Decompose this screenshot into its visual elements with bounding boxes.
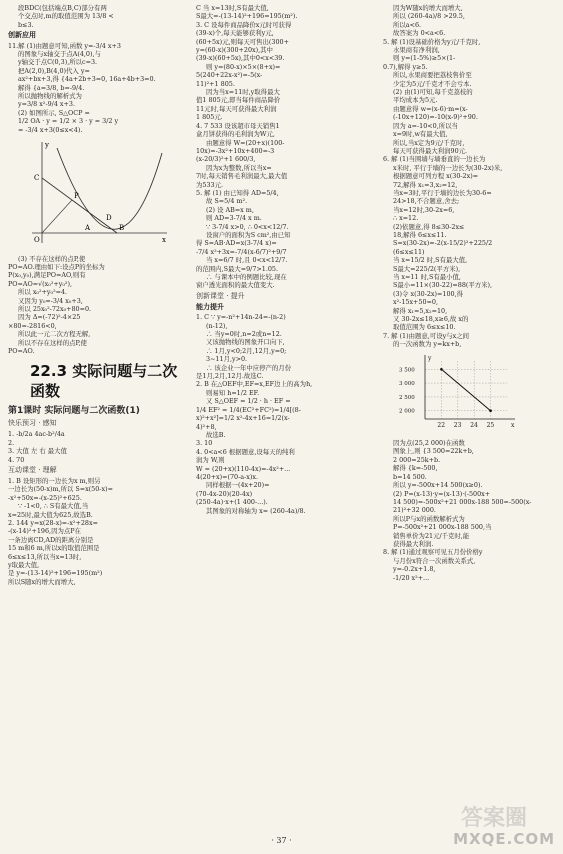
text-line: 盒月饼获得的毛利润为W元, bbox=[196, 130, 275, 139]
label-b: B bbox=[119, 224, 125, 233]
text-line: -1/20 x²+... bbox=[393, 573, 430, 582]
subsection-label: 创新课堂 · 提升 bbox=[196, 291, 245, 300]
text-line: (70-4x-20)(20-4x) bbox=[196, 489, 253, 498]
price-chart bbox=[397, 353, 517, 433]
text-line: 为533元. bbox=[196, 180, 224, 189]
label-y: y bbox=[45, 141, 49, 150]
text-line: 取值范围为 6≤x≤10. bbox=[393, 323, 456, 332]
lesson-title: 第1课时 实际问题与二次函数(1) bbox=[8, 406, 140, 417]
text-line: 解得 {k=-500, bbox=[393, 464, 438, 473]
x-tick-label: 24 bbox=[470, 421, 478, 429]
text-line: 24>18,不合题意,舍去; bbox=[393, 197, 460, 206]
text-line: 7. 解 (1)由题意,可设y与x之间 bbox=[383, 331, 469, 340]
text-line: 又因为 y₀=-3/4 x₀+3, bbox=[18, 296, 83, 305]
text-line: 值1 805元,即当每件商品降价 bbox=[196, 96, 281, 105]
text-line: 根据题意可列方程 x(30-2x)= bbox=[393, 172, 479, 181]
column-right-text-b bbox=[383, 439, 558, 582]
text-line: (2) P=(x-13)·y=(x-13)·(-500x+ bbox=[393, 489, 491, 498]
text-line: ∴ 当y=0时,n=2或n=12. bbox=[206, 330, 282, 339]
text-line: 21)²+32 000. bbox=[393, 506, 436, 515]
text-line: = -3/4 x+3(0≤x<4). bbox=[18, 125, 83, 134]
text-line: y=3/8 x²-9/4 x+3. bbox=[18, 100, 75, 109]
text-line: 所以抛物线的解析式为 bbox=[18, 92, 82, 101]
text-line: C 当 x=13时,S有最大值, bbox=[196, 4, 269, 12]
text-line: 是1月,2月,12月.故选C. bbox=[196, 372, 264, 381]
text-line: 1. B 设矩形的一边长为x m,则另 bbox=[8, 477, 101, 485]
text-line: y轴交于点C(0,3),所以c=3. bbox=[18, 58, 98, 67]
text-line: 3. C 设每件商品降价x元时可获得 bbox=[196, 20, 292, 29]
text-line: 其图象的对称轴为 x= (260-4a)/8. bbox=[206, 506, 306, 515]
segment-op bbox=[42, 200, 72, 233]
text-line: ∴ x=12. bbox=[393, 214, 419, 223]
text-line: P=-500x²+21 000x-188 500,当 bbox=[393, 523, 492, 532]
section-heading: 能力提升 bbox=[196, 302, 224, 311]
text-line: 故答案为 0<a<6. bbox=[393, 29, 446, 38]
text-line: S最小=11×(30-22)=88(平方米), bbox=[393, 281, 493, 290]
text-line: (2) 设 AB=x m, bbox=[206, 205, 254, 214]
text-line: 与月份x符合一次函数关系式, bbox=[393, 556, 476, 565]
column-right bbox=[383, 4, 558, 814]
text-line: 5(240+22x-x²)=-5(x- bbox=[196, 71, 263, 80]
text-line: -(x-14)²+196,因为点P在 bbox=[8, 527, 81, 536]
text-line: 当x=12时,30-2x=6, bbox=[393, 205, 455, 214]
label-p: P bbox=[74, 192, 79, 201]
data-point bbox=[489, 409, 492, 412]
text-line: 3~11月,y>0. bbox=[206, 355, 248, 364]
text-line: x)²+x²]=1/2 x²-4x+16=1/2(x- bbox=[196, 414, 290, 423]
text-line: 又该抛物线的图象开口向下, bbox=[206, 338, 285, 347]
text-line: y=(60-x)(300+20x),其中 bbox=[196, 46, 273, 55]
text-line: b=14 500. bbox=[393, 472, 427, 481]
text-line: 的范围内,S最大=9/7>1.05. bbox=[196, 264, 279, 273]
label-d: D bbox=[106, 214, 112, 223]
text-line: y=-0.2x+1.8, bbox=[393, 565, 436, 574]
text-line: ∵ -1<0, ∴ S有最大值,当 bbox=[18, 502, 89, 511]
text-line: 所以 (260-4a)/8 >29.5, bbox=[393, 12, 465, 21]
text-line: 又 30-2x≤18,x≥6,故 x的 bbox=[393, 315, 469, 324]
text-line: 6≤x≤13,所以当x=13时, bbox=[8, 552, 82, 561]
text-line: 所以 y=-500x+14 500(x≥0). bbox=[393, 481, 483, 490]
text-line: 平均成本为5元. bbox=[393, 96, 438, 105]
text-line: 图象上,则 {3 500=22k+b, bbox=[393, 447, 474, 456]
text-line: 由题意得 w=(x-6)·m=(x- bbox=[393, 104, 468, 113]
text-line: 15 m和6 m,所以x的取值范围是 bbox=[8, 544, 100, 553]
text-line: 段BDC(包括端点B,C)部分有两 bbox=[18, 4, 107, 12]
text-line: 少定为5元/千克才不会亏本. bbox=[393, 79, 472, 88]
text-line: (-10x+120)=-10(x-9)²+90. bbox=[393, 113, 478, 122]
text-line: 因为 Δ=(-72)²-4×25 bbox=[18, 313, 81, 322]
label-x: x bbox=[162, 236, 166, 245]
section-heading: 创新应用 bbox=[8, 31, 36, 40]
text-line: 7时,每天销售毛利润最大,最大值 bbox=[196, 172, 288, 181]
text-line: PO=AO. bbox=[8, 346, 35, 355]
text-line: 1/4 EF² = 1/4(EC²+FC²)=1/4[(8- bbox=[196, 405, 301, 414]
text-line: 设窗户的面积为S cm²,由已知 bbox=[206, 230, 291, 239]
text-line: 的图象与x轴交于点A(4,0),与 bbox=[18, 50, 101, 59]
text-line: 11)²+1 805. bbox=[196, 79, 235, 88]
text-line: (39-x)个,每天能够获利y元, bbox=[196, 29, 274, 38]
text-line: 所以S随x的增大而增大, bbox=[8, 577, 76, 586]
text-line: 又 S△OEF = 1/2 · h · EF = bbox=[206, 397, 291, 406]
text-line: 得 S=AB·AD=x(3-7/4 x)= bbox=[196, 239, 277, 248]
column-middle bbox=[196, 4, 376, 814]
text-line: (3) 不存在这样的点P,使 bbox=[18, 254, 86, 263]
text-line: 则易知 h=1/2 EF. bbox=[206, 388, 260, 397]
data-point bbox=[440, 368, 443, 371]
text-line: 因为当x=11时,y取得最大 bbox=[206, 88, 280, 97]
text-line: (6≤x≤11) bbox=[393, 247, 425, 256]
text-line: (2)依题意,得 8≤30-2x≤ bbox=[393, 222, 465, 231]
text-line: 因为 a=-10<0,所以当 bbox=[393, 121, 458, 130]
text-line: 1. C ∵ y=-n²+14n-24=-(n-2) bbox=[196, 313, 286, 322]
text-line: S最大=225/2(平方米), bbox=[393, 264, 461, 273]
y-tick-label: 2 500 bbox=[399, 394, 415, 401]
text-line: 当 x=15/2 时,S有最大值, bbox=[393, 256, 468, 265]
x-tick-label: 23 bbox=[453, 421, 462, 429]
text-line: -7/4 x²+3x=-7/4(x-6/7)²+9/7 bbox=[196, 247, 287, 256]
text-line: PO=AO=√(x₀²+y₀²), bbox=[8, 279, 73, 288]
text-line: 则 AD=3-7/4 x m. bbox=[206, 214, 262, 223]
text-line: P(x₀,y₀),满足PO=AO,则有 bbox=[8, 271, 86, 280]
text-line: 8. 解 (1)通过观察可见五月份价格y bbox=[383, 548, 483, 557]
text-line: 11.解 (1)由题意可知,函数 y=-3/4 x+3 bbox=[8, 41, 121, 50]
text-line: 则 y=(80-x)×5×(8+x)= bbox=[206, 62, 281, 71]
text-line: 一条边离CD,AD的距离分别是 bbox=[8, 535, 94, 544]
x-tick-label: 22 bbox=[437, 421, 446, 429]
text-line: 同样根据一(4x+20)= bbox=[206, 481, 270, 490]
text-line: ax²+bx+3,得 {4a+2b+3=0, 16a+4b+3=0. bbox=[18, 75, 156, 84]
text-line: 2. B 在△OEF中,EF=x,EF边上的高为h, bbox=[196, 380, 313, 389]
watermark-logo: 答案圈 bbox=[460, 806, 527, 831]
text-line: 2. 144 y=x(28-x)=-x²+28x= bbox=[8, 519, 98, 528]
text-line: 水果商有净利润, bbox=[393, 46, 440, 55]
text-line: 3. 10 bbox=[196, 439, 213, 448]
text-line: 因为W随x的增大而增大, bbox=[393, 4, 463, 12]
text-line: 因为点(25,2 000)在函数 bbox=[393, 439, 465, 448]
text-line: S最大=-(13-14)²+196=195(m²). bbox=[196, 12, 298, 21]
text-line: 4. 7 533 设该超市母天销售1 bbox=[196, 121, 280, 130]
text-line: W = (20+x)(110-4x)=-4x²+... bbox=[196, 464, 291, 473]
y-tick-label: 3 000 bbox=[399, 380, 415, 387]
text-line: 14 500)=-500x²+21 000x-188 500=-500(x- bbox=[393, 497, 532, 506]
text-line: (2) 由(1)可知,每千克荔枝的 bbox=[393, 88, 473, 97]
text-line: x=9时,w有最大值, bbox=[393, 130, 448, 139]
text-line: 当x=3时,平行于墙的边长为30-6= bbox=[393, 188, 492, 197]
text-line: x米时, 平行于墙的一边长为(30-2x)米, bbox=[393, 163, 503, 172]
text-line: ∵ 3-7/4 x>0, ∴ 0<x<12/7. bbox=[206, 222, 289, 231]
text-line: 解得 {a=3/8, b=-9/4. bbox=[18, 83, 85, 92]
text-line: 个交点时,m的取值范围为 13/8 < bbox=[18, 12, 114, 21]
text-line: 10x)=-3x²+10x+400=-3 bbox=[196, 146, 275, 155]
text-line: 所以,水果商要把荔枝售价至 bbox=[393, 71, 472, 80]
text-line: 故 S=5/4 m². bbox=[206, 197, 248, 206]
text-line: 故选B. bbox=[206, 430, 226, 439]
text-line: (2) 如图所示, S△OCP = bbox=[18, 108, 90, 117]
text-line: 的一次函数为 y=kx+b, bbox=[393, 340, 462, 349]
text-line: 4. 70 bbox=[8, 455, 25, 464]
subsection-label: 快乐预习 · 感知 bbox=[8, 419, 57, 428]
text-line: 润为 W,则 bbox=[196, 456, 225, 465]
text-line: 4. 0<a<6 根据题意,设每天的纯利 bbox=[196, 447, 295, 456]
text-line: 所以 25x₀²-72x₀+80=0. bbox=[18, 304, 92, 313]
y-tick-label: 3 500 bbox=[399, 366, 415, 373]
text-line: PO=AO.理由如下:设点P的坐标为 bbox=[8, 262, 105, 271]
text-line: S=x(30-2x)=-2(x-15/2)²+225/2 bbox=[393, 239, 493, 248]
text-line: 当 x=11 时,S有最小值, bbox=[393, 273, 461, 281]
text-line: 2. bbox=[8, 438, 15, 447]
y-axis-label: y bbox=[428, 354, 432, 362]
text-line: 每天可获得最大利润90元. bbox=[393, 146, 468, 155]
text-line: 4(20+x)=(70-a-x)x. bbox=[196, 472, 258, 481]
text-line: 当 x=6/7 时,且 0<x<12/7. bbox=[206, 256, 288, 265]
price-chart-figure bbox=[397, 353, 558, 435]
text-line: ∴ 1月,y<0;2月,12月,y=0; bbox=[206, 346, 287, 355]
text-line: 所以不存在这样的点P,使 bbox=[18, 338, 87, 347]
text-line: 所以此一元二次方程无解, bbox=[18, 330, 91, 339]
text-line: (3)令 x(30-2x)=100,得 bbox=[393, 289, 464, 298]
parabola-diagram bbox=[22, 138, 172, 248]
text-line: b≤3. bbox=[18, 20, 34, 29]
column-left bbox=[8, 4, 188, 814]
text-line: 由题意得 W=(20+x)(100- bbox=[206, 138, 285, 147]
text-line: (n-12), bbox=[206, 321, 228, 330]
text-line: 1/2 OA · y = 1/2 × 3 · y = 3/2 y bbox=[18, 117, 119, 126]
text-line: (250-4a)·x+(1 400-...). bbox=[196, 498, 268, 507]
text-line: 4)²+8, bbox=[196, 422, 217, 431]
x-tick-label: 25 bbox=[486, 421, 495, 429]
text-line: 0.7),解得 y≥5. bbox=[383, 62, 428, 71]
text-line: ∴ 该企业一年中应停产的月份 bbox=[206, 363, 292, 372]
text-line: -x²+50x=-(x-25)²+625. bbox=[8, 493, 82, 502]
y-tick-label: 2 000 bbox=[399, 408, 415, 415]
text-line: 11元时,每天可获得最大利润 bbox=[196, 104, 277, 113]
page-number: · 37 · bbox=[271, 836, 292, 845]
series-line bbox=[441, 369, 490, 410]
text-line: (60+5x)元,则每天可售出(300+ bbox=[196, 37, 289, 46]
text-line: 销售单价为21元/千克时,能 bbox=[393, 531, 470, 540]
text-line: 3. 大值 左 右 最大值 bbox=[8, 447, 67, 456]
text-line: 所以P与x的函数解析式为 bbox=[393, 514, 465, 523]
text-line: x=25时,最大值为625,故选B. bbox=[8, 510, 93, 519]
text-line: 所以,当x定为9元/千克时, bbox=[393, 138, 465, 147]
text-line: 所以 x₀²+y₀²=4. bbox=[18, 288, 68, 297]
label-o: O bbox=[34, 236, 40, 245]
x-axis-label: x bbox=[511, 421, 515, 429]
text-line: 5. 解 (1)设基础价格为y元/千克时, bbox=[383, 37, 481, 46]
text-line: 1 805元. bbox=[196, 113, 223, 122]
text-line: 窗户透光面积的最大值变大. bbox=[196, 281, 275, 290]
parabola-figure bbox=[22, 138, 188, 250]
text-line: 72,解得 x₁=3,x₂=12, bbox=[393, 180, 458, 189]
text-line: 是 y=-(13-14)²+196=195(m²) bbox=[8, 569, 103, 578]
text-line: x²-15x+50=0, bbox=[393, 298, 438, 307]
text-line: 解得 x₁=5,x₂=10, bbox=[393, 306, 448, 315]
text-line: 所以a<6. bbox=[393, 20, 422, 29]
label-a: A bbox=[85, 224, 91, 233]
text-line: 1. -b/2a 4ac-b²/4a bbox=[8, 430, 65, 439]
text-line: 一边长为(50-x)m,所以 S=x(50-x)= bbox=[8, 485, 113, 494]
text-line: 因为x为整数,所以当x= bbox=[206, 163, 272, 172]
text-line: 18,解得 6≤x≤11. bbox=[393, 230, 447, 239]
watermark-text: MXQE.COM bbox=[453, 830, 555, 848]
text-line: (x-20/3)²+1 600/3, bbox=[196, 155, 256, 164]
text-line: 5. 解 (1) 由已知得 AD=5/4, bbox=[196, 188, 279, 197]
text-line: (39-x)(60+5x),其中0<x<39. bbox=[196, 54, 285, 63]
text-line: 获得最大利润. bbox=[393, 539, 434, 548]
text-line: 6. 解 (1)当围墙与墙垂直的一边长为 bbox=[383, 155, 486, 164]
text-line: 则 y=(1-5%)≥5×(1- bbox=[393, 54, 456, 63]
text-line: 2 000=25k+b. bbox=[393, 455, 441, 464]
text-line: 把A(2,0),B(4,0)代入 y= bbox=[18, 66, 90, 75]
text-line: ×80=-2816<0, bbox=[8, 321, 57, 330]
column-right-text-a bbox=[383, 4, 558, 349]
text-line: y取最大值, bbox=[8, 561, 40, 570]
label-c: C bbox=[34, 174, 40, 183]
text-line: ∴ 与课本中的例题比较,现在 bbox=[206, 273, 287, 281]
chapter-title: 22.3 实际问题与二次函数 bbox=[30, 362, 178, 401]
subsection-label: 互动课堂 · 理解 bbox=[8, 466, 57, 474]
